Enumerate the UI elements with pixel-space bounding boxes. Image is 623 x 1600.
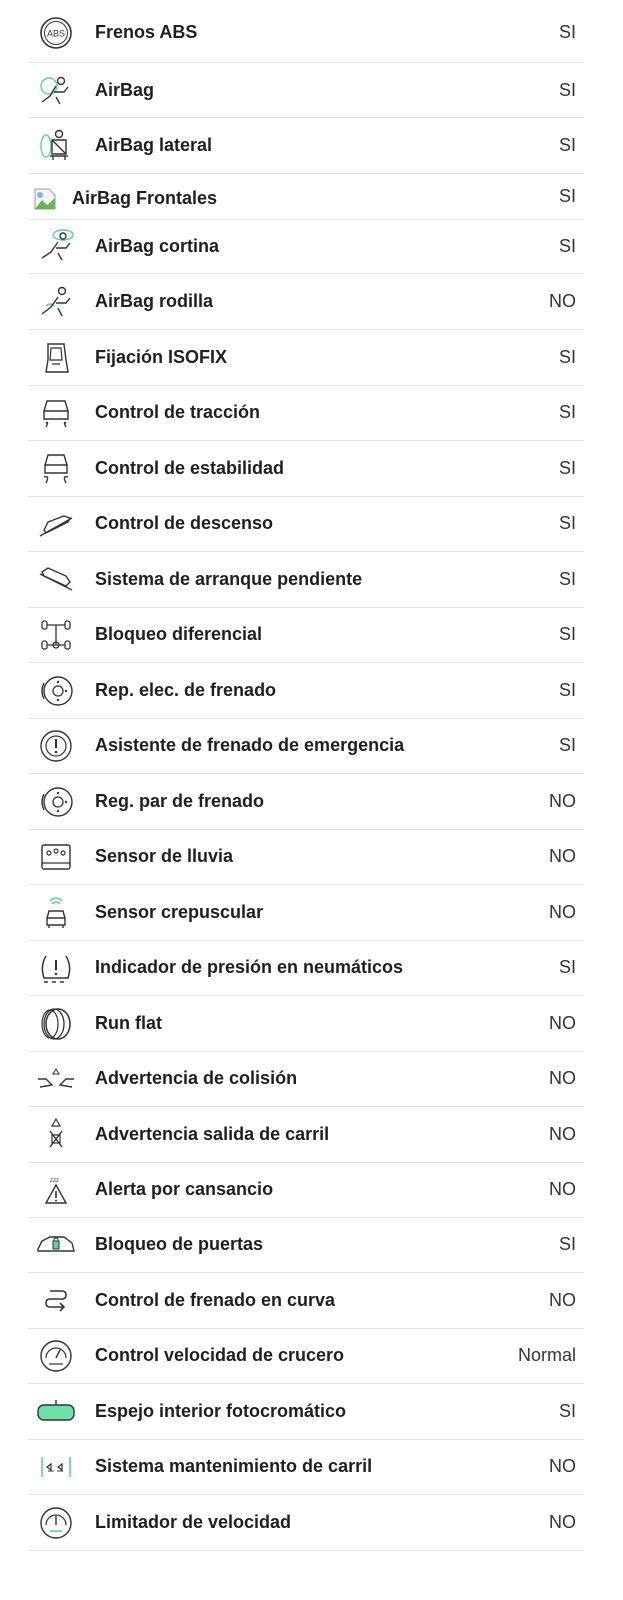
feature-value: NO — [549, 1124, 576, 1144]
feature-value: SI — [558, 1401, 576, 1421]
list-item — [28, 441, 584, 497]
differential-lock-icon — [36, 615, 76, 655]
door-lock-icon — [36, 1225, 76, 1265]
brake-torque-icon — [36, 782, 76, 822]
rain-sensor-icon — [36, 837, 76, 877]
feature-label: Indicador de presión en neumáticos — [95, 957, 404, 977]
feature-label: AirBag Frontales — [72, 188, 218, 208]
cruise-control-icon — [36, 1336, 76, 1376]
feature-label: Frenos ABS — [95, 22, 198, 42]
tire-icon — [36, 1004, 76, 1044]
list-item — [28, 63, 584, 118]
feature-label: Fijación ISOFIX — [95, 347, 228, 367]
airbag-knee-icon — [36, 282, 76, 322]
feature-value: NO — [549, 846, 576, 866]
list-item — [28, 118, 584, 174]
list-item — [28, 1440, 584, 1495]
broken-image-icon — [34, 188, 56, 210]
feature-label: AirBag rodilla — [95, 291, 214, 311]
list-item — [28, 386, 584, 441]
feature-value: SI — [558, 236, 576, 256]
list-item — [28, 1495, 584, 1551]
feature-label: Control de estabilidad — [95, 458, 285, 478]
feature-value: NO — [549, 1068, 576, 1088]
feature-value: NO — [549, 1179, 576, 1199]
feature-label: Bloqueo de puertas — [95, 1234, 264, 1254]
list-item — [28, 1052, 584, 1107]
feature-value: NO — [549, 1013, 576, 1033]
feature-label: AirBag lateral — [95, 135, 213, 155]
feature-value: NO — [549, 902, 576, 922]
feature-label: Advertencia de colisión — [95, 1068, 298, 1088]
tire-pressure-icon — [36, 948, 76, 988]
feature-label: AirBag — [95, 80, 155, 100]
feature-value: SI — [558, 569, 576, 589]
list-item — [28, 774, 584, 830]
collision-warning-icon — [36, 1059, 76, 1099]
feature-label: Rep. elec. de frenado — [95, 680, 277, 700]
feature-label: Sistema mantenimiento de carril — [95, 1456, 373, 1476]
feature-value: SI — [558, 957, 576, 977]
feature-value: SI — [558, 624, 576, 644]
feature-value: SI — [558, 680, 576, 700]
list-item — [28, 1384, 584, 1440]
emergency-brake-icon — [36, 726, 76, 766]
feature-label: Espejo interior fotocromático — [95, 1401, 347, 1421]
feature-value: SI — [558, 22, 576, 42]
feature-value: NO — [549, 1456, 576, 1476]
hill-start-icon — [36, 560, 76, 600]
speed-limiter-icon — [36, 1503, 76, 1543]
list-item — [28, 497, 584, 552]
feature-label: Control de descenso — [95, 513, 274, 533]
abs-icon — [36, 13, 76, 53]
list-item — [28, 719, 584, 774]
feature-value: Normal — [517, 1345, 576, 1365]
feature-value: SI — [558, 458, 576, 478]
feature-label: Sensor crepuscular — [95, 902, 264, 922]
feature-label: Bloqueo diferencial — [95, 624, 263, 644]
feature-label: Reg. par de frenado — [95, 791, 265, 811]
traction-control-icon — [36, 393, 76, 433]
feature-label: Advertencia salida de carril — [95, 1124, 330, 1144]
list-item — [28, 1218, 584, 1273]
mirror-icon — [36, 1392, 76, 1432]
descent-control-icon — [36, 504, 76, 544]
list-item — [28, 330, 584, 386]
feature-value: SI — [558, 186, 576, 206]
list-item — [28, 608, 584, 663]
feature-label: Limitador de velocidad — [95, 1512, 292, 1532]
feature-value: SI — [558, 735, 576, 755]
lane-departure-icon — [36, 1115, 76, 1155]
svg-text:ABS: ABS — [46, 28, 66, 39]
list-item — [28, 830, 584, 885]
svg-text:zzz: zzz — [50, 1178, 59, 1184]
feature-label: Asistente de frenado de emergencia — [95, 735, 405, 755]
feature-label: Control de tracción — [95, 402, 261, 422]
curve-brake-icon — [36, 1281, 76, 1321]
list-item — [28, 663, 584, 719]
fatigue-alert-icon — [36, 1170, 76, 1210]
list-item — [28, 0, 584, 63]
list-item — [28, 1273, 584, 1329]
feature-label: Control velocidad de crucero — [95, 1345, 345, 1365]
list-item — [28, 174, 584, 220]
lane-keep-icon — [36, 1447, 76, 1487]
list-item — [28, 220, 584, 274]
list-item — [28, 996, 584, 1052]
feature-label: Run flat — [95, 1013, 162, 1033]
brake-distribution-icon — [36, 671, 76, 711]
list-item — [28, 941, 584, 996]
feature-value: SI — [558, 513, 576, 533]
stability-control-icon — [36, 449, 76, 489]
feature-label: Alerta por cansancio — [95, 1179, 274, 1199]
feature-value: NO — [549, 1512, 576, 1532]
list-item — [28, 552, 584, 608]
feature-label: Control de frenado en curva — [95, 1290, 336, 1310]
feature-label: AirBag cortina — [95, 236, 220, 256]
feature-value: SI — [558, 402, 576, 422]
airbag-lateral-icon — [36, 126, 76, 166]
list-item — [28, 1107, 584, 1163]
feature-value: SI — [558, 135, 576, 155]
list-item — [28, 274, 584, 330]
airbag-curtain-icon — [36, 226, 76, 266]
light-sensor-icon — [36, 893, 76, 933]
list-item — [28, 1163, 584, 1218]
list-item — [28, 1329, 584, 1384]
feature-value: NO — [549, 1290, 576, 1310]
feature-value: SI — [558, 1234, 576, 1254]
feature-value: SI — [558, 80, 576, 100]
feature-label: Sistema de arranque pendiente — [95, 569, 363, 589]
child-seat-icon — [36, 338, 76, 378]
feature-value: NO — [549, 291, 576, 311]
airbag-icon — [36, 70, 76, 110]
list-item — [28, 885, 584, 941]
feature-value: SI — [558, 347, 576, 367]
feature-label: Sensor de lluvia — [95, 846, 234, 866]
feature-value: NO — [549, 791, 576, 811]
